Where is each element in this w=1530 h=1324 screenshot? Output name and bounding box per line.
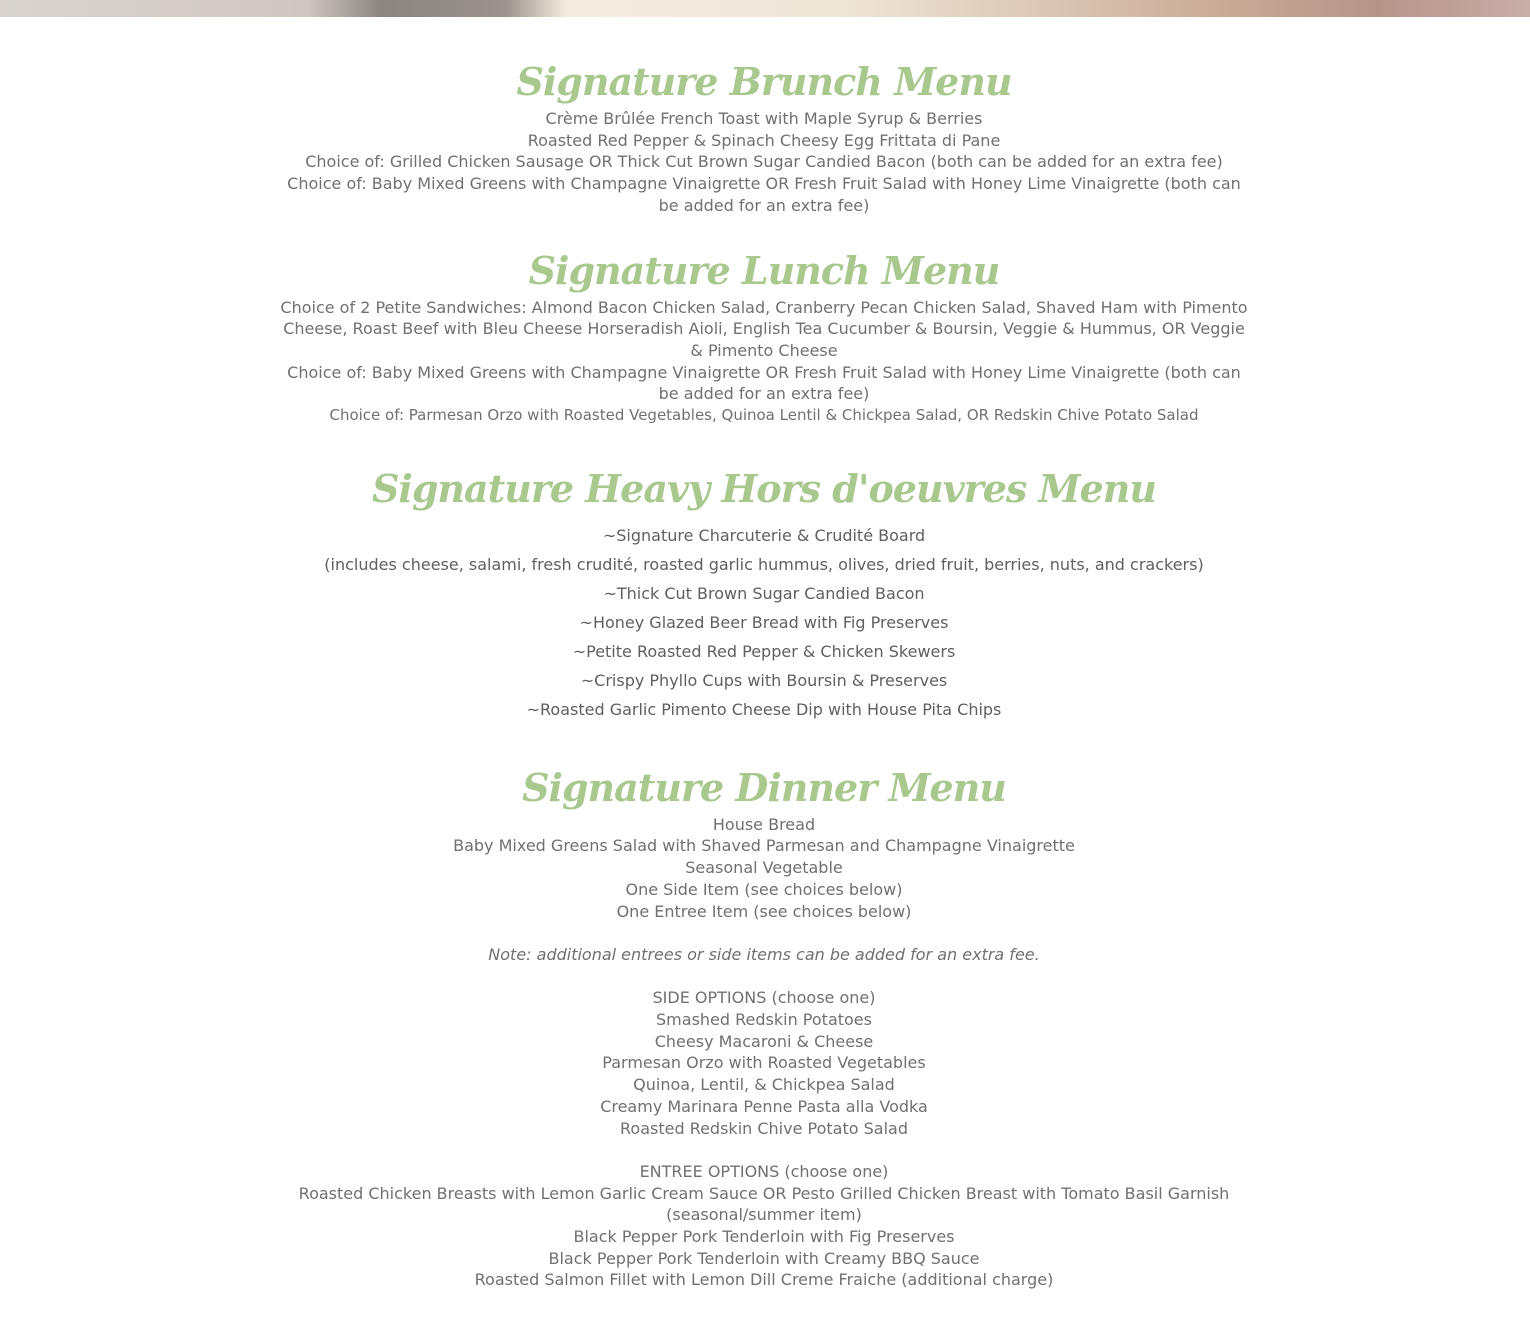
entree-item: Roasted Chicken Breasts with Lemon Garlic Cream Sauce OR Pesto Grilled Chicken Breast with Tomato Basil Garnish (seasonal/summer item): [298, 1183, 1230, 1225]
dinner-note: Note: additional entrees or side items can be added for an extra fee.: [488, 944, 1040, 964]
lunch-section: [276, 245, 1252, 427]
dinner-section: [276, 762, 1252, 1291]
dinner-item: Seasonal Vegetable: [685, 858, 843, 878]
hors-list: [276, 521, 1252, 724]
hors-item: (includes cheese, salami, fresh crudité, roasted garlic hummus, olives, dried fruit, berries, nuts, and crackers): [324, 554, 1204, 574]
dinner-title: Signature Dinner Menu: [522, 764, 1006, 810]
dinner-item: Baby Mixed Greens Salad with Shaved Parmesan and Champagne Vinaigrette: [453, 836, 1075, 856]
entree-item: Roasted Salmon Fillet with Lemon Dill Creme Fraiche (additional charge): [474, 1270, 1054, 1290]
brunch-item: Crème Brûlée French Toast with Maple Syrup & Berries: [545, 109, 983, 128]
dinner-item: House Bread: [712, 814, 816, 834]
brunch-item: Choice of: Grilled Chicken Sausage OR Thick Cut Brown Sugar Candied Bacon (both can be added for an extra fee): [305, 152, 1223, 172]
dinner-item: One Entree Item (see choices below): [616, 901, 912, 921]
side-item: Smashed Redskin Potatoes: [656, 1010, 872, 1030]
side-item: Creamy Marinara Penne Pasta alla Vodka: [600, 1096, 928, 1116]
entree-item: Black Pepper Pork Tenderloin with Fig Preserves: [573, 1227, 955, 1247]
hors-item: ~Thick Cut Brown Sugar Candied Bacon: [603, 583, 925, 603]
brunch-item: Roasted Red Pepper & Spinach Cheesy Egg Frittata di Pane: [527, 130, 1001, 150]
hors-title: Signature Heavy Hors d'oeuvres Menu: [371, 465, 1157, 511]
lunch-item: Choice of: Baby Mixed Greens with Champagne Vinaigrette OR Fresh Fruit Salad with Honey Lime Vinaigrette (both can be added for an extra fee): [287, 362, 1241, 404]
brunch-title: Signature Brunch Menu: [516, 59, 1012, 104]
brunch-section: [276, 56, 1252, 217]
hors-item: ~Honey Glazed Beer Bread with Fig Preserves: [579, 612, 949, 632]
lunch-title: Signature Lunch Menu: [528, 247, 1000, 293]
hors-item: ~Petite Roasted Red Pepper & Chicken Skewers: [572, 641, 956, 661]
dinner-item: One Side Item (see choices below): [625, 879, 903, 899]
entree-options-heading: ENTREE OPTIONS (choose one): [639, 1161, 889, 1181]
entree-item: Black Pepper Pork Tenderloin with Creamy BBQ Sauce: [548, 1248, 980, 1268]
hors-item: ~Signature Charcuterie & Crudité Board: [602, 525, 926, 545]
menu-content: [276, 56, 1252, 1291]
brunch-item: Choice of: Baby Mixed Greens with Champagne Vinaigrette OR Fresh Fruit Salad with Honey Lime Vinaigrette (both can be added for an extra fee): [287, 174, 1241, 215]
side-item: Roasted Redskin Chive Potato Salad: [620, 1118, 908, 1138]
spacer: [276, 922, 1252, 944]
lunch-item: Choice of 2 Petite Sandwiches: Almond Bacon Chicken Salad, Cranberry Pecan Chicken Salad, Shaved Ham with Pimento Cheese, Roast Beef with Bleu Cheese Horseradish Aioli, English Tea Cucumber & Boursin, Veggie & Hummus, OR Veggie & Pimento Cheese: [280, 297, 1248, 360]
hors-item: ~Crispy Phyllo Cups with Boursin & Preserves: [580, 670, 948, 690]
side-item: Parmesan Orzo with Roasted Vegetables: [602, 1053, 926, 1073]
side-item: Cheesy Macaroni & Cheese: [654, 1031, 874, 1051]
hors-item: ~Roasted Garlic Pimento Cheese Dip with House Pita Chips: [526, 699, 1002, 719]
side-options-heading: SIDE OPTIONS (choose one): [652, 988, 876, 1008]
side-item: Quinoa, Lentil, & Chickpea Salad: [633, 1075, 895, 1095]
spacer: [276, 1139, 1252, 1161]
hors-section: [276, 463, 1252, 724]
spacer: [276, 966, 1252, 988]
lunch-item: Choice of: Parmesan Orzo with Roasted Vegetables, Quinoa Lentil & Chickpea Salad, OR Redskin Chive Potato Salad: [329, 406, 1199, 425]
hero-image-strip: [0, 0, 1530, 17]
